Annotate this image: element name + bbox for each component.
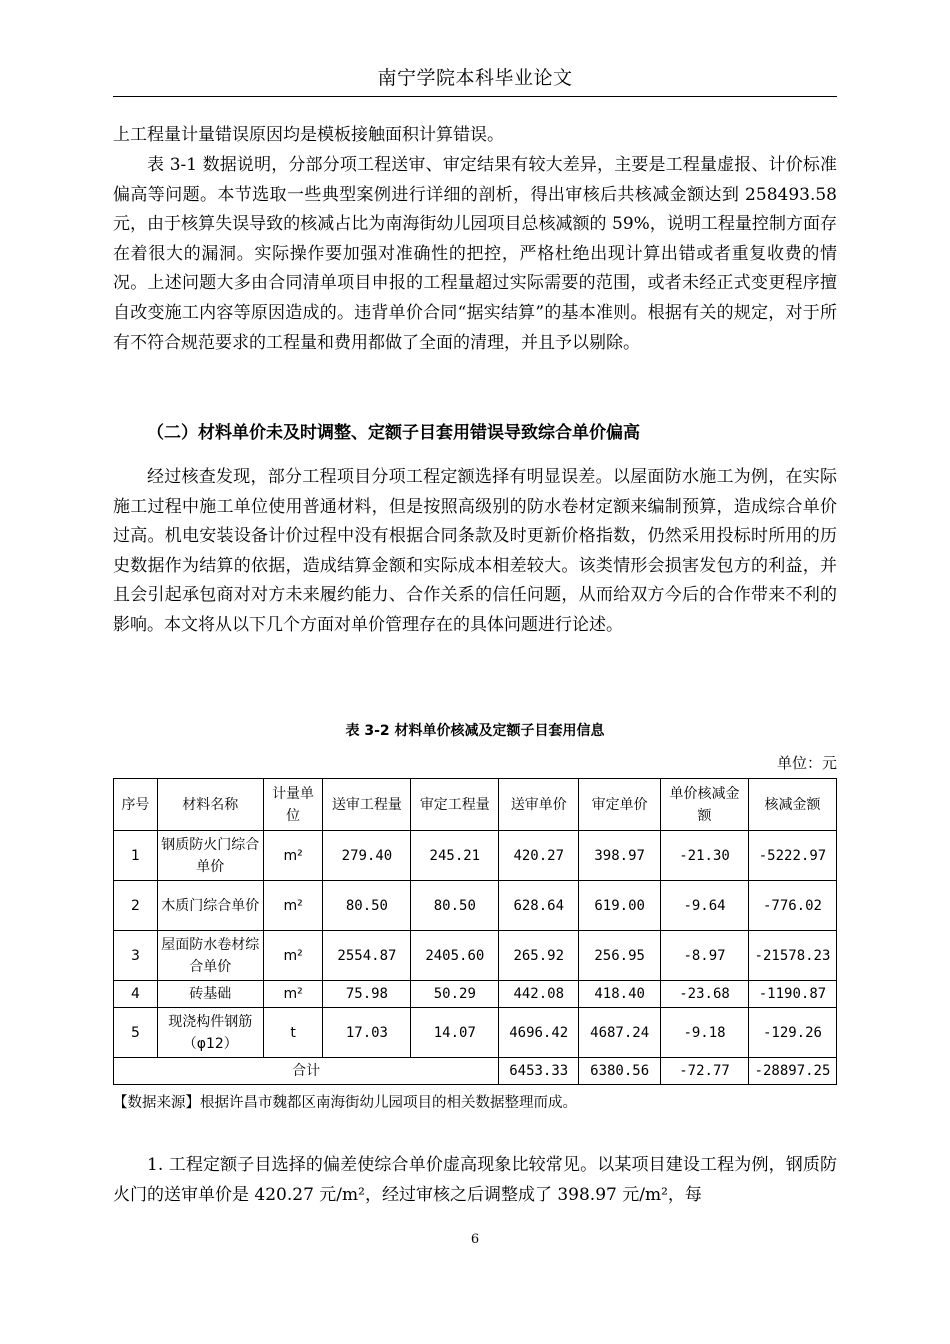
- table-cell: 50.29: [411, 981, 499, 1008]
- header-divider: [113, 96, 837, 97]
- section-heading: （二）材料单价未及时调整、定额子目套用错误导致综合单价偏高: [147, 423, 640, 443]
- table-cell: 619.00: [579, 881, 661, 931]
- table-cell: m²: [263, 881, 323, 931]
- table-cell: 砖基础: [157, 981, 263, 1008]
- table-cell: 2405.60: [411, 931, 499, 981]
- table-cell: 4687.24: [579, 1008, 661, 1058]
- table-cell: 75.98: [323, 981, 411, 1008]
- table-row: [114, 981, 837, 1008]
- table-cell: 5: [114, 1008, 158, 1058]
- table-cell: -776.02: [748, 881, 836, 931]
- header-cell: 核减金额: [748, 779, 836, 831]
- table-cell: -8.97: [661, 931, 749, 981]
- table-caption: 表 3-2 材料单价核减及定额子目套用信息: [345, 723, 605, 739]
- table-cell: 17.03: [323, 1008, 411, 1058]
- paragraph-2: 表 3-1 数据说明，分部分项工程送审、审定结果有较大差异，主要是工程量虚报、计价标准偏高等问题。本节选取一些典型案例进行详细的剖析，得出审核后共核减金额达到 258493.58 元，由于核算失误导致的核减占比为南海街幼儿园项目总核减额的 59%，说明工程量控制方面存在着很大的漏洞。实际操作要加强对准确性的把控，严格杜绝出现计算出错或者重复收费的情况。上述问题大多由合同清单项目申报的工程量超过实际需要的范围，或者未经正式变更程序擅自改变施工内容等原因造成的。违背单价合同“据实结算”的基本准则。根据有关的规定，对于所有不符合规范要求的工程量和费用都做了全面的清理，并且予以剔除。: [113, 155, 837, 353]
- table-cell: m²: [263, 931, 323, 981]
- header-cell: 序号: [114, 779, 158, 831]
- table-cell: 3: [114, 931, 158, 981]
- material-price-table: [113, 778, 837, 1085]
- header-cell: 材料名称: [157, 779, 263, 831]
- table-row: [114, 881, 837, 931]
- header-cell: 单价核减金额: [661, 779, 749, 831]
- page-number: 6: [470, 1232, 480, 1247]
- table-cell: 1: [114, 831, 158, 881]
- table-cell: 80.50: [411, 881, 499, 931]
- table-cell: 398.97: [579, 831, 661, 881]
- table-cell: 2554.87: [323, 931, 411, 981]
- table-total-row: [114, 1058, 837, 1085]
- table-cell: -21.30: [661, 831, 749, 881]
- table-cell: m²: [263, 981, 323, 1008]
- data-source-note: 【数据来源】根据许昌市魏都区南海街幼儿园项目的相关数据整理而成。: [113, 1095, 577, 1111]
- header-cell: 审定单价: [579, 779, 661, 831]
- table-cell: 现浇构件钢筋（φ12）: [157, 1008, 263, 1058]
- table-header-row: [114, 779, 837, 831]
- table-cell: -21578.23: [748, 931, 836, 981]
- table-cell: 245.21: [411, 831, 499, 881]
- table-cell: 420.27: [499, 831, 579, 881]
- table-cell: 14.07: [411, 1008, 499, 1058]
- table-cell: 屋面防水卷材综合单价: [157, 931, 263, 981]
- paragraph-3: 经过核查发现，部分工程项目分项工程定额选择有明显误差。以屋面防水施工为例，在实际施工过程中施工单位使用普通材料，但是按照高级别的防水卷材定额来编制预算，造成综合单价过高。机电安装设备计价过程中没有根据合同条款及时更新价格指数，仍然采用投标时所用的历史数据作为结算的依据，造成结算金额和实际成本相差较大。该类情形会损害发包方的利益，并且会引起承包商对对方未来履约能力、合作关系的信任问题，从而给双方今后的合作带来不利的影响。本文将从以下几个方面对单价管理存在的具体问题进行论述。: [113, 467, 837, 635]
- table-unit-label: 单位：元: [776, 754, 837, 772]
- table-cell: -9.64: [661, 881, 749, 931]
- table-cell: 80.50: [323, 881, 411, 931]
- header-cell: 审定工程量: [411, 779, 499, 831]
- header-cell: 送审工程量: [323, 779, 411, 831]
- total-reduction: -28897.25: [748, 1058, 836, 1085]
- table-cell: 256.95: [579, 931, 661, 981]
- header-cell: 送审单价: [499, 779, 579, 831]
- header-cell: 计量单位: [263, 779, 323, 831]
- total-approved-price: 6380.56: [579, 1058, 661, 1085]
- table-row: [114, 1008, 837, 1058]
- table-cell: -5222.97: [748, 831, 836, 881]
- paragraph-4: 1. 工程定额子目选择的偏差使综合单价虚高现象比较常见。以某项目建设工程为例，钢质防火门的送审单价是 420.27 元/m²，经过审核之后调整成了 398.97 元/m²，每: [113, 1155, 837, 1205]
- table-cell: 265.92: [499, 931, 579, 981]
- table-cell: 418.40: [579, 981, 661, 1008]
- table-cell: 279.40: [323, 831, 411, 881]
- table-cell: 4: [114, 981, 158, 1008]
- table-cell: m²: [263, 831, 323, 881]
- page-header-title: 南宁学院本科毕业论文: [377, 67, 573, 89]
- total-send-price: 6453.33: [499, 1058, 579, 1085]
- table-cell: 木质门综合单价: [157, 881, 263, 931]
- table-row: [114, 831, 837, 881]
- table-cell: -129.26: [748, 1008, 836, 1058]
- total-unit-reduction: -72.77: [661, 1058, 749, 1085]
- table-cell: -1190.87: [748, 981, 836, 1008]
- table-cell: 442.08: [499, 981, 579, 1008]
- total-label-cell: 合计: [114, 1058, 499, 1085]
- paragraph-1: 上工程量计量错误原因均是模板接触面积计算错误。: [113, 125, 504, 145]
- table-cell: -23.68: [661, 981, 749, 1008]
- table-cell: 4696.42: [499, 1008, 579, 1058]
- table-cell: -9.18: [661, 1008, 749, 1058]
- table-cell: t: [263, 1008, 323, 1058]
- table-row: [114, 931, 837, 981]
- table-cell: 628.64: [499, 881, 579, 931]
- table-cell: 钢质防火门综合单价: [157, 831, 263, 881]
- table-cell: 2: [114, 881, 158, 931]
